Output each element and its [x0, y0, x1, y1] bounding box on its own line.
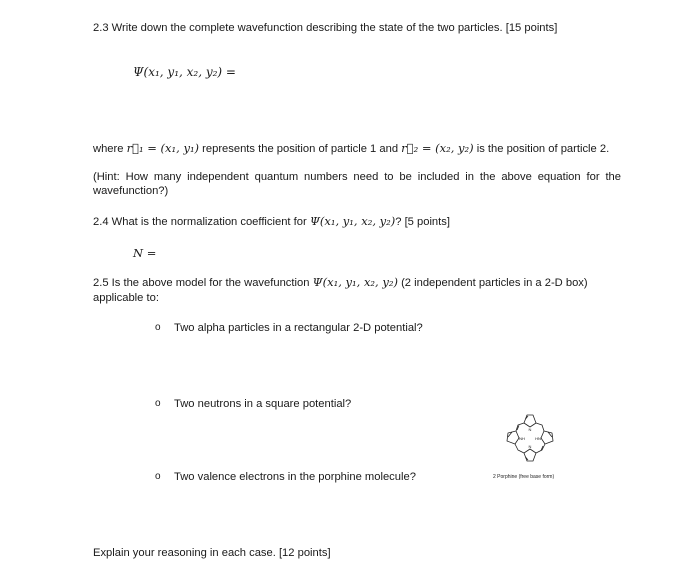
nitrogen-label: N: [528, 444, 532, 449]
question-2-3: 2.3 Write down the complete wavefunction describing the state of the two particles. [15 points]: [93, 22, 558, 34]
nitrogen-label: N: [528, 427, 532, 432]
hint-text: (Hint: How many independent quantum numbers need to be included in the above equation for the wavefunction?): [93, 171, 621, 197]
where-mid-text: represents the position of particle 1 and: [202, 143, 399, 155]
option-porphine-electrons: Two valence electrons in the porphine molecule?: [174, 471, 416, 483]
nh-label: NH: [519, 436, 525, 441]
r1-definition: r⃗₁ = (x₁, y₁): [126, 141, 200, 155]
question-2-4-points: ? [5 points]: [395, 216, 450, 228]
porphine-molecule-icon: [496, 410, 564, 466]
option-neutrons: Two neutrons in a square potential?: [174, 398, 352, 410]
figure-caption: 2 Porphine (free base form): [493, 474, 555, 480]
question-2-5-text: 2.5 Is the above model for the wavefunction: [93, 277, 310, 289]
question-2-4: [93, 214, 450, 229]
question-2-4-text: 2.4 What is the normalization coefficient for: [93, 216, 307, 228]
normalization-answer: N =: [133, 246, 157, 260]
where-word: where: [93, 143, 124, 155]
position-definition: [93, 141, 609, 156]
question-2-5: [93, 275, 588, 290]
r2-definition: r⃗₂ = (x₂, y₂): [401, 141, 474, 155]
bullet-icon: o: [155, 471, 161, 482]
question-2-5-wavefunction: Ψ(x₁, y₁, x₂, y₂): [312, 275, 398, 289]
bullet-icon: o: [155, 398, 161, 409]
question-2-5-model: (2 independent particles in a 2-D box): [401, 277, 588, 289]
question-2-5-line2: applicable to:: [93, 292, 159, 304]
hn-label: HN: [535, 436, 541, 441]
where-post-text: is the position of particle 2.: [476, 143, 610, 155]
question-2-4-wavefunction: Ψ(x₁, y₁, x₂, y₂): [309, 214, 396, 228]
closing-instruction: Explain your reasoning in each case. [12 points]: [93, 547, 331, 559]
wavefunction-equation: Ψ(x₁, y₁, x₂, y₂) =: [133, 65, 236, 79]
bullet-icon: o: [155, 322, 161, 333]
option-alpha-particles: Two alpha particles in a rectangular 2-D potential?: [174, 322, 423, 334]
